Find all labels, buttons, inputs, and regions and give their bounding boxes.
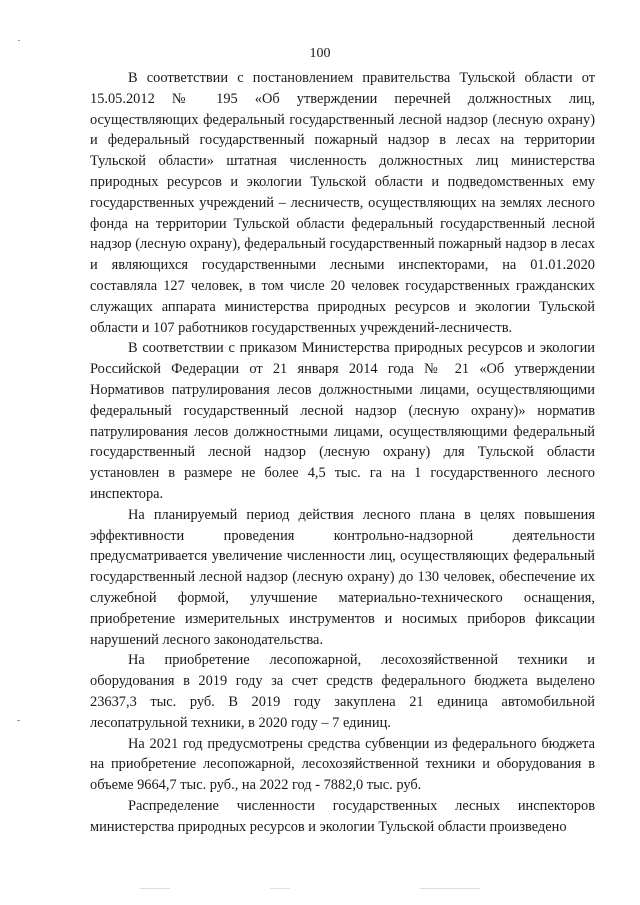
document-body: [90, 68, 595, 837]
paragraph: В соответствии с постановлением правительства Тульской области от 15.05.2012 № 195 «Об утверждении перечней должностных лиц, осуществляющих федеральный государственный лесной надзор (лесную охрану) и федеральный государственный пожарный надзор в лесах на территории Тульской области» штатная численность должностных лиц министерства природных ресурсов и экологии Тульской области и подведомственных ему государственных учреждений – лесничеств, осуществляющих на землях лесного фонда на территории Тульской области федеральный государственный лесной надзор (лесную охрану), федеральный государственный пожарный надзор в лесах и являющихся государственными лесными инспекторами, на 01.01.2020 составляла 127 человек, в том числе 20 человек государственных гражданских служащих аппарата министерства природных ресурсов и экологии Тульской области и 107 работников государственных учреждений-лесничеств.: [90, 70, 595, 336]
scan-artifact: [420, 888, 480, 889]
paragraph: Распределение численности государственных лесных инспекторов министерства природных ресурсов и экологии Тульской области произведено: [90, 797, 595, 835]
paragraph: На приобретение лесопожарной, лесохозяйственной техники и оборудования в 2019 году за счет средств федерального бюджета выделено 23637,3 тыс. руб. В 2019 году закуплена 21 единица автомобильной лесопатрульной техники, в 2020 году – 7 единиц.: [90, 652, 595, 731]
scan-artifact: [18, 40, 20, 41]
paragraph: В соответствии с приказом Министерства природных ресурсов и экологии Российской Федерации от 21 января 2014 года № 21 «Об утверждении Нормативов патрулирования лесов должностными лицами, осуществляющими федеральный государственный лесной надзор (лесную охрану)» норматив патрулирования лесов должностными лицами, осуществляющими федеральный государственный лесной надзор (лесную охрану) для Тульской области установлен в размере не более 4,5 тыс. га на 1 государственного лесного инспектора.: [90, 340, 595, 502]
scan-artifact: [140, 888, 170, 889]
paragraph: На планируемый период действия лесного плана в целях повышения эффективности проведения контрольно-надзорной деятельности предусматривается увеличение численности лиц, осуществляющих федеральный государственный лесной надзор (лесную охрану) до 130 человек, обеспечение их служебной формой, улучшение материально-технического оснащения, приобретение измерительных инструментов и носимых приборов фиксации нарушений лесного законодательства.: [90, 506, 595, 648]
paragraph: На 2021 год предусмотрены средства субвенции из федерального бюджета на приобретение лесопожарной, лесохозяйственной техники и оборудования в объеме 9664,7 тыс. руб., на 2022 год - 7882,0 тыс. руб.: [90, 735, 595, 794]
scan-artifact: [17, 720, 20, 721]
scan-artifact: [270, 888, 290, 889]
page-number: 100: [309, 46, 331, 61]
